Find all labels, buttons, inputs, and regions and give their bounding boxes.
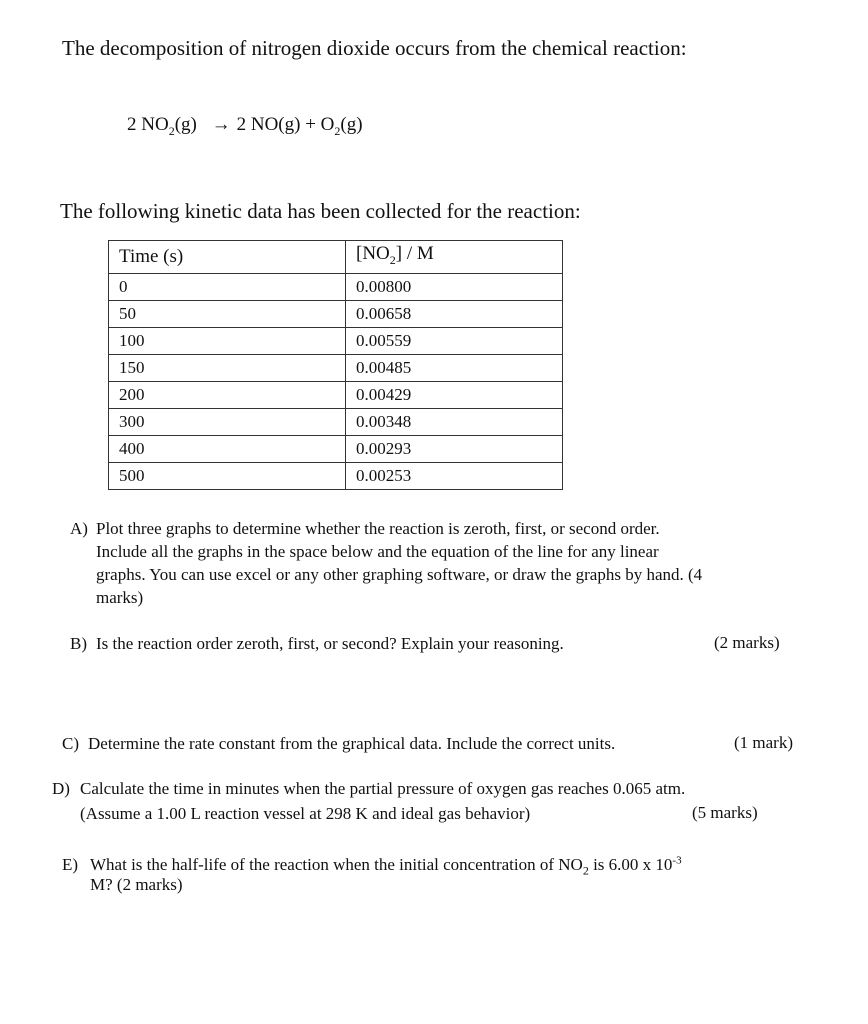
table-row	[109, 408, 563, 435]
equation-products: 2 NO(g) + O	[236, 114, 335, 135]
reaction-arrow: →	[211, 114, 231, 135]
table-row	[109, 435, 563, 462]
kinetic-data-table	[108, 240, 563, 490]
question-e-letter: E)	[62, 854, 79, 874]
question-b-letter: B)	[70, 634, 87, 653]
question-b-marks: (2 marks)	[714, 633, 780, 652]
question-d-line1: Calculate the time in minutes when the partial pressure of oxygen gas reaches 0.065 atm.	[80, 779, 686, 798]
equation-reactant: 2 NO	[127, 114, 169, 135]
question-d-letter: D)	[52, 779, 70, 798]
table-row	[109, 354, 563, 381]
time-cell: 200	[109, 381, 346, 408]
question-d-marks: (5 marks)	[692, 803, 758, 822]
conc-cell: 0.00253	[346, 462, 563, 489]
conc-cell: 0.00429	[346, 381, 563, 408]
time-cell: 500	[109, 462, 346, 489]
time-cell: 100	[109, 327, 346, 354]
question-a-line3: graphs. You can use excel or any other graphing software, or draw the graphs by hand. (4	[96, 565, 703, 584]
question-a	[70, 518, 810, 541]
header-concentration: $[NO_2]$ / M	[346, 241, 563, 274]
conc-cell: 0.00485	[346, 354, 563, 381]
table-row	[109, 381, 563, 408]
equation-reactant-subscript: 2	[168, 123, 175, 138]
question-c-text: Determine the rate constant from the graphical data. Include the correct units.	[88, 734, 616, 753]
question-e-line2: M? (2 marks)	[90, 875, 183, 894]
time-cell: 150	[109, 354, 346, 381]
question-b	[70, 633, 564, 656]
table-row	[109, 300, 563, 327]
question-a-line1: Plot three graphs to determine whether the reaction is zeroth, first, or second order.	[96, 519, 660, 538]
question-d	[52, 778, 685, 801]
equation-product-subscript: 2	[334, 123, 341, 138]
conc-cell: 0.00800	[346, 273, 563, 300]
table-header-row	[109, 241, 563, 274]
equation-product-state: (g)	[340, 114, 363, 135]
conc-cell: 0.00559	[346, 327, 563, 354]
header-time: Time (s)	[109, 241, 346, 274]
conc-cell: 0.00293	[346, 435, 563, 462]
reaction-equation	[127, 114, 363, 139]
question-a-line2: Include all the graphs in the space below and the equation of the line for any linear	[96, 542, 659, 561]
question-c-marks: (1 mark)	[734, 733, 794, 752]
table-row	[109, 327, 563, 354]
question-d-line2: (Assume a 1.00 L reaction vessel at 298 K and ideal gas behavior)	[80, 804, 531, 823]
time-cell: 0	[109, 273, 346, 300]
conc-cell: 0.00348	[346, 408, 563, 435]
question-b-text: Is the reaction order zeroth, first, or second? Explain your reasoning.	[96, 634, 564, 653]
table-row	[109, 462, 563, 489]
question-c	[62, 733, 615, 756]
question-c-letter: C)	[62, 734, 79, 753]
time-cell: 400	[109, 435, 346, 462]
time-cell: 300	[109, 408, 346, 435]
question-a-letter: A)	[70, 519, 88, 538]
question-e-line1: What is the half-life of the reaction when the initial concentration of $NO_2$ is 6.00 x $10^{-3}$	[90, 854, 682, 878]
data-lead-text: The following kinetic data has been collected for the reaction:	[60, 199, 581, 223]
question-a-line4: marks)	[96, 588, 144, 607]
table-row	[109, 273, 563, 300]
conc-cell: 0.00658	[346, 300, 563, 327]
time-cell: 50	[109, 300, 346, 327]
intro-text: The decomposition of nitrogen dioxide occurs from the chemical reaction:	[62, 36, 687, 60]
equation-reactant-state: (g)	[174, 114, 197, 135]
